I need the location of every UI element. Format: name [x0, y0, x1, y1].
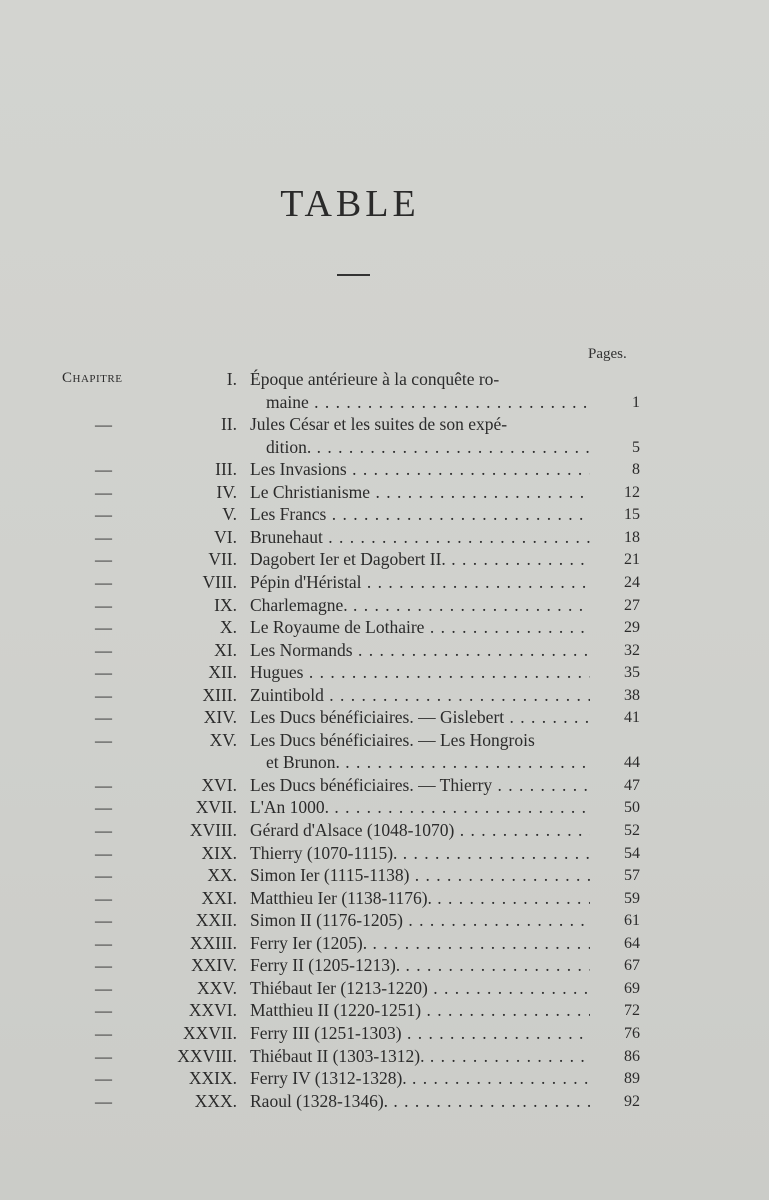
ditto-dash: — [95, 821, 112, 840]
toc-entry [0, 931, 769, 954]
page-number: 35 [624, 664, 640, 682]
chapter-title: Époque antérieure à la conquête ro- [250, 369, 500, 389]
toc-entry-continuation [0, 435, 769, 458]
toc-entry-continuation [0, 750, 769, 773]
chapter-title: Simon II (1176-1205) . . . [250, 910, 590, 931]
page-number: 52 [624, 822, 640, 839]
page-number: 86 [624, 1047, 640, 1065]
page-number: 1 [632, 393, 640, 411]
page-number: 44 [624, 754, 640, 772]
chapter-title: maine . . . [266, 392, 590, 413]
ditto-dash: — [95, 460, 112, 480]
toc-entry [0, 1089, 769, 1112]
chapter-title: et Brunon. . . . [266, 752, 590, 773]
page-number: 61 [624, 912, 640, 930]
chapter-number: XXIV. [191, 955, 237, 976]
toc-entry [0, 570, 769, 593]
chapter-title: Thiébaut II (1303-1312). . . . [250, 1046, 590, 1067]
chapter-title: Ferry Ier (1205). . . . [250, 933, 590, 954]
title-rule [337, 274, 370, 276]
toc-entry [0, 908, 769, 931]
ditto-dash: — [95, 505, 112, 525]
chapter-title: dition. . . . [266, 437, 590, 458]
chapter-title: Les Ducs bénéficiaires. — Thierry . . . [250, 775, 590, 796]
chapter-title: Jules César et les suites de son expé- [250, 414, 508, 435]
toc-entry [0, 502, 769, 525]
chapter-title: Les Ducs bénéficiaires. — Gislebert . . . [250, 707, 590, 728]
toc-entry [0, 773, 769, 796]
toc-entry [0, 1066, 769, 1089]
ditto-dash: — [95, 640, 112, 660]
ditto-dash: — [95, 550, 112, 570]
chapter-title: Ferry III (1251-1303) . . . [250, 1023, 590, 1044]
chapter-number: IV. [216, 481, 237, 502]
chapter-number: XX. [207, 865, 237, 886]
chapter-title: Thierry (1070-1115). . . . [250, 843, 590, 864]
ditto-dash: — [95, 663, 112, 683]
ditto-dash: — [95, 1069, 112, 1089]
ditto-dash: — [95, 888, 112, 908]
toc-entry [0, 728, 769, 751]
chapter-number: VIII. [202, 571, 237, 592]
toc-entry [0, 593, 769, 616]
toc-entry [0, 1044, 769, 1067]
ditto-dash: — [95, 978, 112, 998]
chapter-number: V. [222, 504, 237, 525]
ditto-dash: — [95, 595, 112, 615]
page-number: 59 [624, 889, 640, 907]
toc-entry [0, 367, 769, 390]
chapter-title: Les Francs . . . [250, 504, 590, 525]
ditto-dash: — [95, 708, 112, 728]
chapter-title: Ferry IV (1312-1328). . . . [250, 1068, 590, 1089]
page-number: 18 [624, 528, 640, 546]
toc-entry [0, 615, 769, 638]
chapter-number: VII. [208, 549, 237, 570]
ditto-dash: — [95, 933, 112, 953]
page-number: 15 [624, 506, 640, 524]
chapter-label: Chapitre [62, 370, 123, 386]
page-number: 64 [624, 934, 640, 952]
chapter-number: VI. [214, 526, 237, 547]
ditto-dash: — [95, 1046, 112, 1066]
toc-entry [0, 953, 769, 976]
ditto-dash: — [95, 527, 112, 547]
ditto-dash: — [95, 798, 112, 818]
chapter-number: II. [220, 414, 237, 435]
page-number: 92 [624, 1092, 640, 1110]
chapter-title: Matthieu Ier (1138-1176). . . . [250, 888, 590, 909]
page-number: 8 [632, 461, 640, 479]
ditto-dash: — [95, 911, 112, 931]
ditto-dash: — [95, 956, 112, 976]
toc-entry [0, 457, 769, 480]
chapter-number: I. [226, 369, 237, 389]
toc-entry [0, 412, 769, 435]
toc-entry [0, 683, 769, 706]
toc-entry [0, 795, 769, 818]
chapter-title: Charlemagne. . . . [250, 595, 590, 616]
page-title: TABLE [280, 183, 420, 225]
chapter-number: XI. [214, 639, 237, 660]
chapter-title: Le Royaume de Lothaire . . . [250, 617, 590, 638]
toc-entry-continuation [0, 390, 769, 413]
page-number: 24 [624, 573, 640, 591]
chapter-number: XIV. [203, 707, 237, 728]
chapter-number: XIX. [201, 842, 237, 863]
ditto-dash: — [95, 1001, 112, 1021]
chapter-number: XXVII. [183, 1022, 237, 1043]
chapter-number: XVII. [195, 797, 237, 818]
page-number: 21 [624, 551, 640, 569]
toc-entry [0, 660, 769, 683]
chapter-title: L'An 1000. . . . [250, 797, 590, 818]
chapter-title: Pépin d'Héristal . . . [250, 572, 590, 593]
chapter-number: XXV. [196, 977, 237, 998]
page-number: 67 [624, 957, 640, 975]
ditto-dash: — [95, 843, 112, 863]
chapter-title: Raoul (1328-1346). . . . [250, 1091, 590, 1112]
chapter-number: XII. [208, 662, 237, 683]
toc-entry [0, 998, 769, 1021]
page-number: 69 [624, 979, 640, 997]
chapter-title: Les Ducs bénéficiaires. — Les Hongrois [250, 729, 535, 750]
chapter-number: X. [219, 617, 237, 638]
toc-entry [0, 886, 769, 909]
chapter-title: Zuintibold . . . [250, 685, 590, 706]
chapter-title: Matthieu II (1220-1251) . . . [250, 1000, 590, 1021]
toc-entry [0, 976, 769, 999]
toc-entry [0, 480, 769, 503]
page-number: 5 [632, 438, 640, 456]
chapter-title: Les Invasions . . . [250, 459, 590, 480]
chapter-number: XVIII. [189, 820, 237, 840]
toc-entry [0, 638, 769, 661]
page-number: 27 [624, 596, 640, 614]
page-number: 89 [624, 1070, 640, 1088]
chapter-title: Thiébaut Ier (1213-1220) . . . [250, 978, 590, 999]
chapter-number: III. [215, 459, 237, 480]
chapter-number: XXIX. [188, 1068, 237, 1089]
page-number: 72 [624, 1002, 640, 1020]
ditto-dash: — [95, 775, 112, 795]
page-number: 41 [624, 709, 640, 727]
page-number: 76 [624, 1024, 640, 1042]
toc-entry [0, 818, 769, 841]
ditto-dash: — [95, 866, 112, 886]
chapter-number: XXVI. [188, 1000, 237, 1021]
chapter-title: Hugues . . . [250, 662, 590, 683]
page-number: 29 [624, 619, 640, 637]
ditto-dash: — [95, 415, 112, 435]
ditto-dash: — [95, 1023, 112, 1043]
chapter-title: Dagobert Ier et Dagobert II. . . . [250, 549, 590, 570]
toc-entry [0, 525, 769, 548]
chapter-title: Gérard d'Alsace (1048-1070) . . . [250, 820, 590, 841]
toc-entry [0, 705, 769, 728]
chapter-number: XVI. [201, 774, 237, 795]
chapter-title: Simon Ier (1115-1138) . . . [250, 865, 590, 886]
ditto-dash: — [95, 1091, 112, 1111]
chapter-number: XXX. [194, 1090, 237, 1111]
page-number: 54 [624, 844, 640, 862]
page-number: 38 [624, 686, 640, 704]
chapter-number: IX. [214, 594, 237, 615]
chapter-number: XIII. [202, 684, 237, 705]
chapter-number: XXIII. [189, 932, 237, 953]
chapter-number: XXVIII. [177, 1045, 237, 1066]
page-number: 12 [624, 483, 640, 501]
ditto-dash: — [95, 618, 112, 638]
chapter-title: Brunehaut . . . [250, 527, 590, 548]
pages-column-label: Pages. [588, 346, 627, 362]
page-number: 50 [624, 799, 640, 817]
ditto-dash: — [95, 572, 112, 592]
toc-entry [0, 1021, 769, 1044]
ditto-dash: — [95, 730, 112, 750]
chapter-number: XXII. [195, 910, 237, 931]
toc-entry [0, 547, 769, 570]
chapter-number: XXI. [201, 887, 237, 908]
page-number: 32 [624, 641, 640, 659]
page-number: 47 [624, 776, 640, 794]
chapter-title: Les Normands . . . [250, 640, 590, 661]
chapter-number: XV. [209, 729, 237, 750]
ditto-dash: — [95, 482, 112, 502]
page-number: 57 [624, 867, 640, 885]
toc-entry [0, 841, 769, 864]
chapter-title: Ferry II (1205-1213). . . . [250, 955, 590, 976]
toc-entry [0, 863, 769, 886]
ditto-dash: — [95, 685, 112, 705]
chapter-title: Le Christianisme . . . [250, 482, 590, 503]
